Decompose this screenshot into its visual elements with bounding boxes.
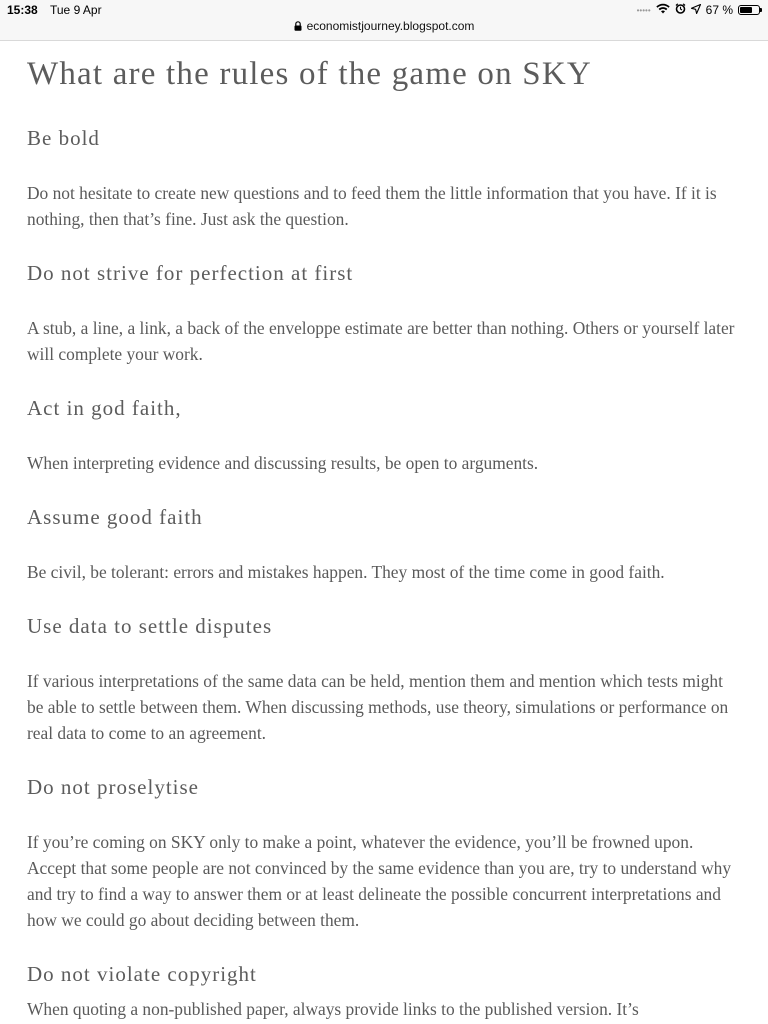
rule-body-act-in-faith: When interpreting evidence and discussing results, be open to arguments. <box>27 453 539 473</box>
battery-percent: 67 % <box>705 3 733 17</box>
lock-icon <box>294 20 302 34</box>
status-bar <box>0 0 768 41</box>
status-indicators <box>637 2 760 18</box>
location-icon <box>691 3 701 17</box>
status-time: 15:38 <box>7 3 38 17</box>
wifi-icon <box>656 3 670 17</box>
rule-body-use-data: If various interpretations of the same data can be held, mention them and mention which tests might be able to settle between them. When discussing methods, use theory, simulations or performance on real data to come to an agreement. <box>27 671 729 743</box>
page-title: What are the rules of the game on SKY <box>27 56 592 92</box>
status-date: Tue 9 Apr <box>50 3 102 17</box>
signal-dots-icon: ••••• <box>636 5 651 15</box>
rule-heading-use-data: Use data to settle disputes <box>27 614 273 638</box>
rule-body-copyright: When quoting a non-published paper, always provide links to the published version. It’s <box>27 999 639 1019</box>
rule-body-assume-good-faith: Be civil, be tolerant: errors and mistakes happen. They most of the time come in good faith. <box>27 562 665 582</box>
article <box>27 52 743 1019</box>
address-bar[interactable] <box>0 19 768 34</box>
url-text: economistjourney.blogspot.com <box>306 19 475 33</box>
rule-heading-proselytise: Do not proselytise <box>27 775 199 799</box>
battery-level <box>740 7 752 13</box>
battery-icon <box>738 5 760 15</box>
rule-body-proselytise: If you’re coming on SKY only to make a point, whatever the evidence, you’ll be frowned upon. Accept that some people are not convinced by the same evidence than you are, try to understand why and try to find a way to answer them or at least delineate the possible concurrent interpretations and how we could go about deciding between them. <box>27 832 732 930</box>
alarm-icon <box>675 3 686 17</box>
rule-body-perfection: A stub, a line, a link, a back of the enveloppe estimate are better than nothing. Others or yourself later will complete your work. <box>27 318 735 364</box>
rule-heading-act-in-faith: Act in god faith, <box>27 396 182 420</box>
rule-body-be-bold: Do not hesitate to create new questions and to feed them the little information that you have. If it is nothing, then that’s fine. Just ask the question. <box>27 183 717 229</box>
rule-heading-assume-good-faith: Assume good faith <box>27 505 203 529</box>
rule-heading-be-bold: Be bold <box>27 126 100 150</box>
rule-heading-copyright: Do not violate copyright <box>27 962 257 986</box>
rule-heading-perfection: Do not strive for perfection at first <box>27 261 354 285</box>
